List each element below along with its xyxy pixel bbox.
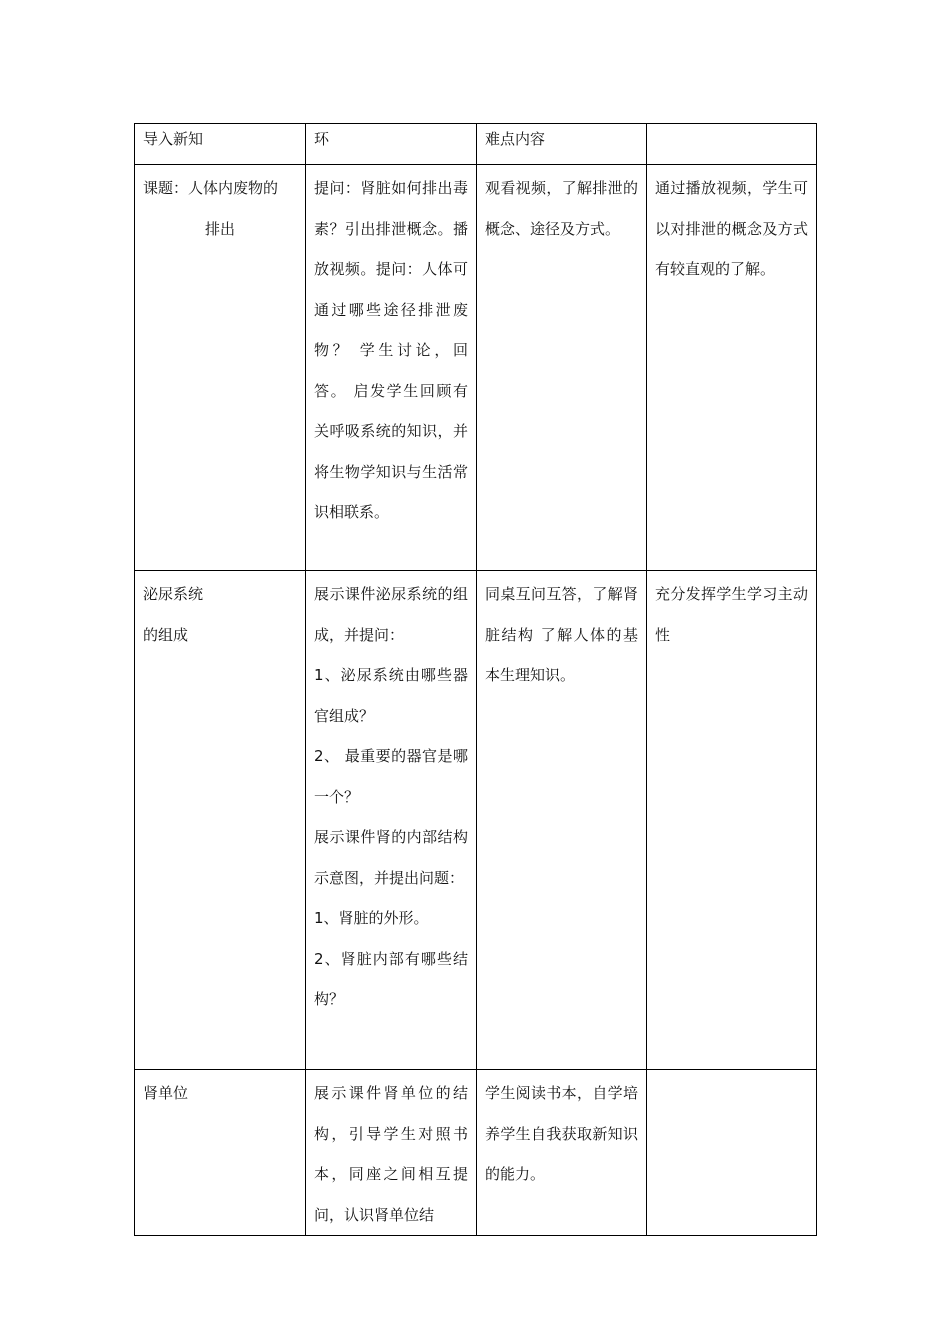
- system-teacher-activity: [306, 571, 477, 1070]
- table-row-header: [135, 124, 817, 165]
- table-row-nephron: [135, 1070, 817, 1236]
- lesson-plan-table: [134, 123, 817, 1236]
- topic-title-line2: 排出: [204, 219, 235, 238]
- nephron-student-activity: 学生阅读书本，自学培养学生自我获取新知识的能力。: [477, 1070, 647, 1236]
- system-activity-line: 2、肾脏内部有哪些结构？: [314, 949, 468, 1008]
- topic-title-line1: 课题：人体内废物的: [143, 179, 279, 197]
- topic-title-cell: [135, 165, 306, 571]
- nephron-title-cell: 肾单位: [135, 1070, 306, 1236]
- system-student-activity: 同桌互问互答，了解肾脏结构 了解人体的基本生理知识。: [477, 571, 647, 1070]
- system-title-line2: 的组成: [143, 625, 189, 644]
- topic-teacher-activity: 提问：肾脏如何排出毒素？引出排泄概念。播放视频。提问：人体可通过哪些途径排泄废物？ 学生讨论，回答。 启发学生回顾有关呼吸系统的知识，并将生物学知识与生活常识相联系。: [306, 165, 477, 571]
- system-title-line1: 泌尿系统: [143, 585, 204, 603]
- topic-student-activity: 观看视频，了解排泄的概念、途径及方式。: [477, 165, 647, 571]
- nephron-teacher-activity: 展示课件肾单位的结构，引导学生对照书本，同座之间相互提问，认识肾单位结: [306, 1070, 477, 1236]
- system-activity-line: 1、肾脏的外形。: [314, 909, 429, 927]
- system-design-intent: 充分发挥学生学习主动性: [647, 571, 817, 1070]
- table-row-topic: [135, 165, 817, 571]
- system-title-cell: [135, 571, 306, 1070]
- table-row-urinary-system: [135, 571, 817, 1070]
- header-cell-empty: [647, 124, 817, 165]
- header-cell-intro: 导入新知: [135, 124, 306, 165]
- system-activity-line: 展示课件泌尿系统的组成，并提问：: [314, 585, 468, 644]
- nephron-design-intent: [647, 1070, 817, 1236]
- system-activity-line: 展示课件肾的内部结构示意图，并提出问题：: [314, 828, 468, 887]
- header-cell-stage: 环: [306, 124, 477, 165]
- header-cell-difficulty: 难点内容: [477, 124, 647, 165]
- system-activity-line: 2、 最重要的器官是哪一个？: [314, 747, 468, 806]
- topic-design-intent: 通过播放视频，学生可以对排泄的概念及方式有较直观的了解。: [647, 165, 817, 571]
- system-activity-line: 1、泌尿系统由哪些器官组成？: [314, 666, 468, 725]
